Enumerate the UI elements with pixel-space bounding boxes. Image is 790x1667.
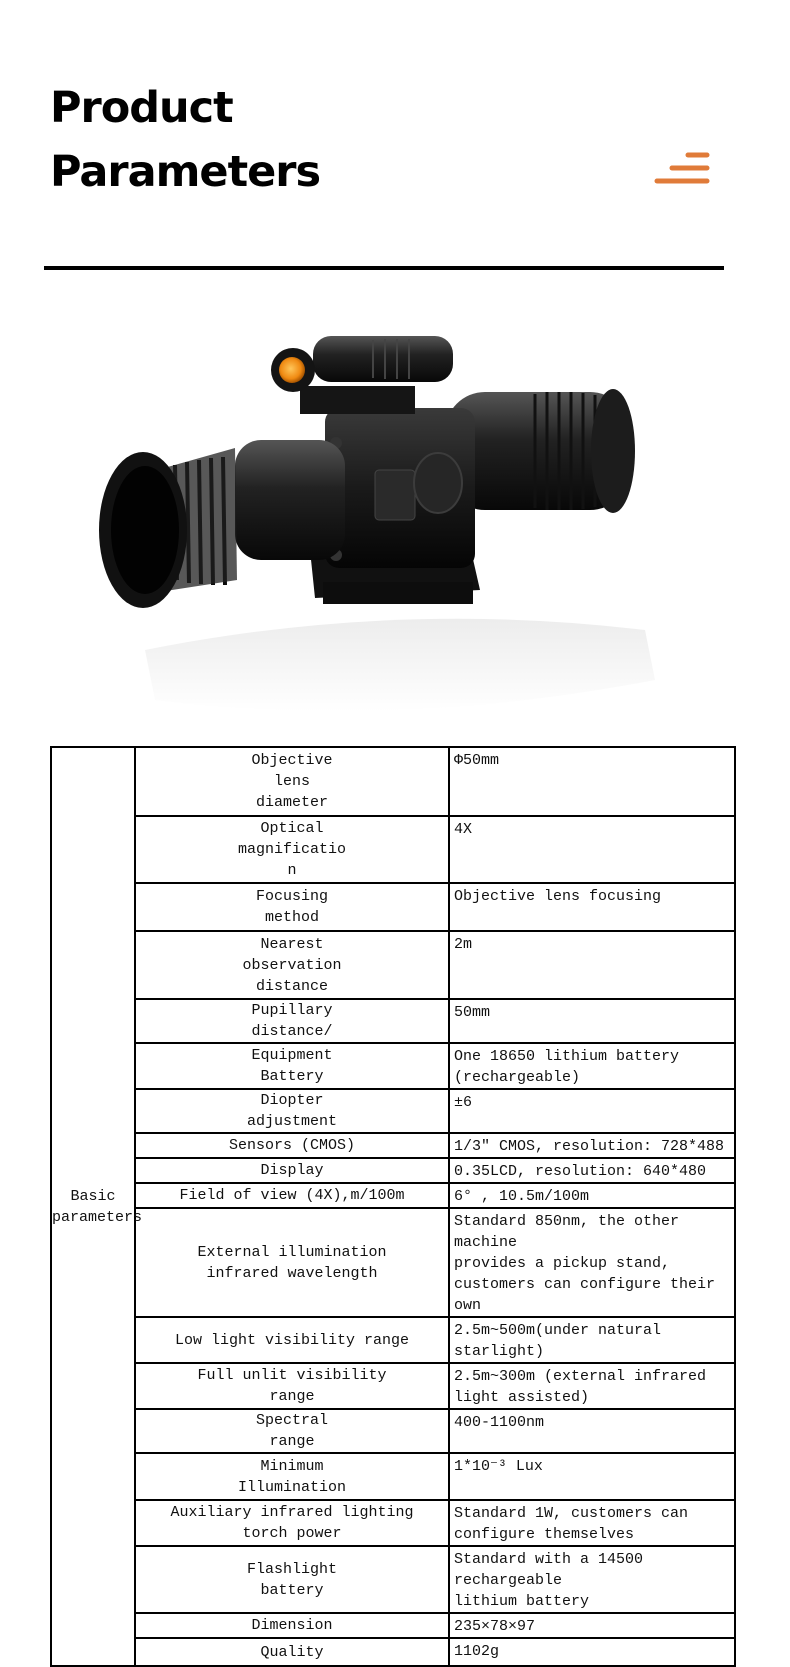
table-row xyxy=(51,1208,735,1317)
table-row xyxy=(51,1409,735,1453)
parameter-value: 4X xyxy=(449,816,735,883)
parameter-value: 2.5m~500m(under natural starlight) xyxy=(449,1317,735,1363)
table-row xyxy=(51,1133,735,1158)
parameter-name: Nearest observation distance xyxy=(135,931,449,999)
table-row xyxy=(51,1613,735,1638)
parameter-name: Quality xyxy=(135,1638,449,1666)
parameter-value: Standard 1W, customers can configure themselves xyxy=(449,1500,735,1546)
parameter-name: Sensors (CMOS) xyxy=(135,1133,449,1158)
parameter-value: 400-1100nm xyxy=(449,1409,735,1453)
parameter-value: 6° , 10.5m/100m xyxy=(449,1183,735,1208)
parameter-name: Pupillary distance/ xyxy=(135,999,449,1043)
menu-icon[interactable] xyxy=(654,152,712,188)
table-row xyxy=(51,1638,735,1666)
parameter-name: Dimension xyxy=(135,1613,449,1638)
table-row xyxy=(51,999,735,1043)
parameter-value: 2.5m~300m (external infrared light assisted) xyxy=(449,1363,735,1409)
parameter-name: Minimum Illumination xyxy=(135,1453,449,1500)
parameter-value: Φ50mm xyxy=(449,747,735,816)
group-label: Basic parameters xyxy=(51,747,135,1666)
parameter-name: Optical magnificatio n xyxy=(135,816,449,883)
parameter-value: Standard with a 14500 rechargeable lithium battery xyxy=(449,1546,735,1613)
parameter-name: Low light visibility range xyxy=(135,1317,449,1363)
parameter-value: 1*10⁻³ Lux xyxy=(449,1453,735,1500)
parameter-name: Display xyxy=(135,1158,449,1183)
parameter-name: Spectral range xyxy=(135,1409,449,1453)
table-row xyxy=(51,1500,735,1546)
table-row xyxy=(51,931,735,999)
parameter-value: 235×78×97 xyxy=(449,1613,735,1638)
parameter-value: 1102g xyxy=(449,1638,735,1666)
table-row xyxy=(51,883,735,931)
parameter-value: 2m xyxy=(449,931,735,999)
parameter-name: Field of view (4X),m/100m xyxy=(135,1183,449,1208)
night-vision-scope-image xyxy=(95,330,695,740)
parameter-name: Focusing method xyxy=(135,883,449,931)
table-row xyxy=(51,1546,735,1613)
parameter-name: Diopter adjustment xyxy=(135,1089,449,1133)
table-row xyxy=(51,1317,735,1363)
header-divider xyxy=(44,266,724,270)
parameter-value: Standard 850nm, the other machine provides a pickup stand, customers can configure their own xyxy=(449,1208,735,1317)
table-row xyxy=(51,1089,735,1133)
table-row xyxy=(51,1158,735,1183)
table-row xyxy=(51,1183,735,1208)
page-title xyxy=(50,76,320,204)
title-line-2: Parameters xyxy=(50,147,321,197)
parameter-name: Full unlit visibility range xyxy=(135,1363,449,1409)
title-line-1: Product xyxy=(50,83,233,133)
parameter-value: Objective lens focusing xyxy=(449,883,735,931)
parameter-value: 0.35LCD, resolution: 640*480 xyxy=(449,1158,735,1183)
table-row xyxy=(51,1453,735,1500)
parameter-name: Flashlight battery xyxy=(135,1546,449,1613)
parameter-value: 50mm xyxy=(449,999,735,1043)
parameter-name: External illumination infrared wavelength xyxy=(135,1208,449,1317)
table-row xyxy=(51,1363,735,1409)
table-row xyxy=(51,816,735,883)
parameter-value: One 18650 lithium battery (rechargeable) xyxy=(449,1043,735,1089)
parameter-name: Auxiliary infrared lighting torch power xyxy=(135,1500,449,1546)
table-row xyxy=(51,747,735,816)
parameter-value: ±6 xyxy=(449,1089,735,1133)
table-row xyxy=(51,1043,735,1089)
parameter-value: 1/3″ CMOS, resolution: 728*488 xyxy=(449,1133,735,1158)
parameters-table xyxy=(50,746,736,1667)
parameter-name: Objective lens diameter xyxy=(135,747,449,816)
parameter-name: Equipment Battery xyxy=(135,1043,449,1089)
